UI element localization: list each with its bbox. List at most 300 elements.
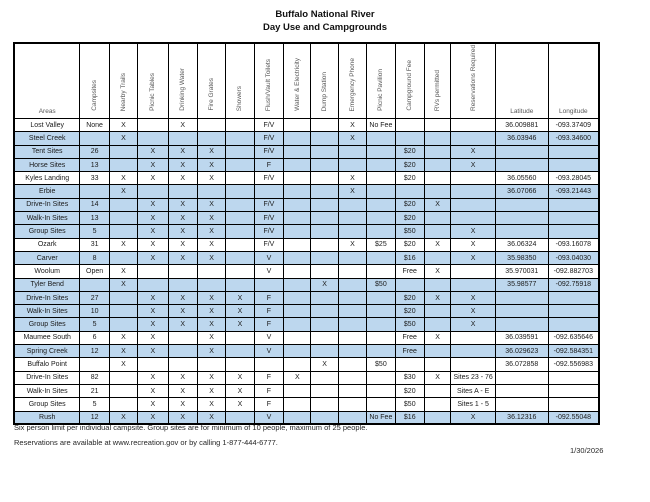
cell-emergency-phone (338, 358, 366, 371)
cell-campground-fee (395, 119, 424, 132)
cell-nearby-trails (109, 145, 137, 158)
cell-picnic-pavilion (367, 371, 395, 384)
cell-fire-grates: X (197, 371, 225, 384)
cell-nearby-trails (109, 371, 137, 384)
cell-reservations-required (451, 172, 496, 185)
cell-showers: X (226, 305, 254, 318)
cell-latitude: 36.009881 (495, 119, 548, 132)
cell-water-electricity (284, 238, 311, 251)
cell-latitude: 36.05560 (495, 172, 548, 185)
title-line-1: Buffalo National River (275, 9, 375, 20)
cell-picnic-tables (138, 265, 168, 278)
cell-showers (226, 345, 254, 358)
col-header-latitude (495, 43, 548, 119)
col-header-fire-grates-label: Fire Grates (208, 78, 216, 111)
cell-nearby-trails: X (109, 119, 137, 132)
cell-emergency-phone (338, 158, 366, 171)
cell-campsites: 14 (80, 198, 109, 211)
cell-emergency-phone (338, 145, 366, 158)
cell-campground-fee: $20 (395, 238, 424, 251)
cell-campsites (80, 132, 109, 145)
cell-campground-fee: Free (395, 331, 424, 344)
col-header-picnic-tables (138, 43, 168, 119)
cell-campsites: 21 (80, 384, 109, 397)
cell-longitude (548, 371, 599, 384)
cell-reservations-required: X (451, 251, 496, 264)
cell-water-electricity (284, 158, 311, 171)
table-row (14, 132, 599, 145)
table-row (14, 251, 599, 264)
col-header-campsites (80, 43, 109, 119)
cell-campground-fee: $20 (395, 198, 424, 211)
cell-picnic-tables (138, 278, 168, 291)
cell-emergency-phone (338, 198, 366, 211)
cell-campground-fee: Free (395, 265, 424, 278)
cell-drinking-water: X (168, 238, 197, 251)
cell-water-electricity (284, 225, 311, 238)
cell-fire-grates: X (197, 291, 225, 304)
cell-latitude (495, 305, 548, 318)
cell-latitude: 36.072858 (495, 358, 548, 371)
cell-rvs-permitted (424, 384, 450, 397)
cell-rvs-permitted (424, 345, 450, 358)
date-stamp: 1/30/2026 (570, 446, 604, 455)
area-cell: Woolum (14, 265, 80, 278)
area-cell: Ozark (14, 238, 80, 251)
cell-nearby-trails: X (109, 238, 137, 251)
cell-rvs-permitted: X (424, 291, 450, 304)
table-row (14, 238, 599, 251)
area-cell: Spring Creek (14, 345, 80, 358)
cell-rvs-permitted (424, 132, 450, 145)
cell-emergency-phone (338, 318, 366, 331)
area-cell-subsite: Drive-In Sites (14, 198, 80, 211)
col-header-showers (226, 43, 254, 119)
col-header-emergency-phone-label: Emergency Phone (348, 57, 356, 111)
cell-nearby-trails (109, 198, 137, 211)
cell-picnic-pavilion (367, 305, 395, 318)
area-cell-subsite: Group Sites (14, 225, 80, 238)
cell-reservations-required: X (451, 238, 496, 251)
cell-campground-fee: $16 (395, 251, 424, 264)
col-header-areas-label: Areas (38, 108, 56, 115)
cell-campground-fee: $50 (395, 318, 424, 331)
cell-reservations-required (451, 345, 496, 358)
cell-drinking-water: X (168, 318, 197, 331)
cell-drinking-water: X (168, 145, 197, 158)
cell-picnic-tables (138, 358, 168, 371)
cell-picnic-pavilion (367, 331, 395, 344)
footnote-line-2: Reservations are available at www.recreation.gov or by calling 1-877-444-6777. (14, 437, 278, 447)
cell-nearby-trails: X (109, 172, 137, 185)
cell-reservations-required: Sites A - E (451, 384, 496, 397)
cell-dump-station: X (311, 278, 338, 291)
cell-reservations-required: X (451, 158, 496, 171)
cell-flush-vault-toilets: F/V (254, 238, 283, 251)
footnotes (14, 421, 368, 450)
cell-longitude: -092.635646 (548, 331, 599, 344)
cell-longitude: -092.75918 (548, 278, 599, 291)
area-cell-subsite: Tent Sites (14, 145, 80, 158)
cell-fire-grates: X (197, 251, 225, 264)
cell-picnic-tables: X (138, 305, 168, 318)
cell-fire-grates: X (197, 158, 225, 171)
cell-rvs-permitted (424, 411, 450, 424)
cell-drinking-water: X (168, 172, 197, 185)
cell-fire-grates: X (197, 172, 225, 185)
cell-campsites: 82 (80, 371, 109, 384)
cell-fire-grates: X (197, 305, 225, 318)
cell-nearby-trails: X (109, 278, 137, 291)
cell-longitude: -092.584351 (548, 345, 599, 358)
table-row (14, 384, 599, 397)
cell-flush-vault-toilets: F (254, 318, 283, 331)
cell-showers (226, 158, 254, 171)
cell-rvs-permitted (424, 398, 450, 411)
cell-longitude: -092.55048 (548, 411, 599, 424)
cell-campground-fee (395, 278, 424, 291)
cell-campground-fee (395, 185, 424, 198)
area-cell-subsite: Drive-In Sites (14, 291, 80, 304)
cell-latitude (495, 398, 548, 411)
cell-dump-station (311, 398, 338, 411)
cell-fire-grates (197, 278, 225, 291)
cell-water-electricity (284, 212, 311, 225)
cell-drinking-water (168, 265, 197, 278)
cell-picnic-pavilion: $50 (367, 358, 395, 371)
cell-picnic-tables: X (138, 398, 168, 411)
cell-drinking-water (168, 278, 197, 291)
cell-drinking-water: X (168, 225, 197, 238)
area-cell: Carver (14, 251, 80, 264)
cell-fire-grates (197, 185, 225, 198)
cell-picnic-tables: X (138, 318, 168, 331)
col-header-reservations-required (451, 43, 496, 119)
cell-showers (226, 212, 254, 225)
cell-rvs-permitted (424, 158, 450, 171)
cell-rvs-permitted (424, 305, 450, 318)
cell-emergency-phone: X (338, 185, 366, 198)
col-header-drinking-water (168, 43, 197, 119)
cell-flush-vault-toilets: F/V (254, 119, 283, 132)
cell-emergency-phone (338, 305, 366, 318)
cell-rvs-permitted (424, 119, 450, 132)
cell-drinking-water (168, 358, 197, 371)
cell-nearby-trails (109, 384, 137, 397)
cell-dump-station (311, 225, 338, 238)
cell-longitude (548, 291, 599, 304)
cell-campsites: 8 (80, 251, 109, 264)
cell-fire-grates (197, 265, 225, 278)
cell-dump-station (311, 119, 338, 132)
cell-reservations-required (451, 358, 496, 371)
cell-longitude: -092.556983 (548, 358, 599, 371)
cell-dump-station (311, 185, 338, 198)
cell-campsites: 13 (80, 158, 109, 171)
col-header-flush-vault-toilets-label: Flush/Vault Toilets (265, 58, 273, 111)
cell-latitude (495, 384, 548, 397)
cell-dump-station (311, 212, 338, 225)
cell-picnic-tables (138, 132, 168, 145)
cell-flush-vault-toilets (254, 278, 283, 291)
cell-emergency-phone (338, 251, 366, 264)
cell-water-electricity (284, 398, 311, 411)
col-header-rvs-permitted (424, 43, 450, 119)
cell-showers (226, 251, 254, 264)
cell-rvs-permitted (424, 212, 450, 225)
cell-picnic-tables: X (138, 411, 168, 424)
cell-latitude (495, 212, 548, 225)
cell-reservations-required (451, 119, 496, 132)
col-header-picnic-pavilion (367, 43, 395, 119)
col-header-longitude-label: Longitude (559, 108, 588, 115)
cell-latitude: 35.98350 (495, 251, 548, 264)
cell-showers (226, 225, 254, 238)
table-row (14, 145, 599, 158)
title-line-2: Day Use and Campgrounds (262, 21, 388, 33)
cell-reservations-required: X (451, 291, 496, 304)
cell-water-electricity (284, 318, 311, 331)
area-cell: Tyler Bend (14, 278, 80, 291)
cell-rvs-permitted (424, 278, 450, 291)
area-cell-subsite: Drive-In Sites (14, 371, 80, 384)
cell-longitude (548, 225, 599, 238)
cell-showers (226, 238, 254, 251)
table-row (14, 305, 599, 318)
cell-rvs-permitted: X (424, 371, 450, 384)
cell-fire-grates: X (197, 384, 225, 397)
cell-fire-grates (197, 119, 225, 132)
cell-nearby-trails (109, 291, 137, 304)
cell-showers (226, 265, 254, 278)
cell-showers (226, 172, 254, 185)
cell-showers (226, 278, 254, 291)
cell-picnic-tables: X (138, 345, 168, 358)
cell-fire-grates: X (197, 198, 225, 211)
cell-longitude: -092.882703 (548, 265, 599, 278)
cell-flush-vault-toilets: F (254, 398, 283, 411)
cell-campsites: 12 (80, 345, 109, 358)
cell-latitude (495, 145, 548, 158)
cell-picnic-pavilion: $25 (367, 238, 395, 251)
cell-fire-grates: X (197, 331, 225, 344)
area-cell: Kyles Landing (14, 172, 80, 185)
cell-dump-station (311, 265, 338, 278)
cell-flush-vault-toilets (254, 358, 283, 371)
cell-campground-fee: $30 (395, 371, 424, 384)
cell-nearby-trails (109, 212, 137, 225)
cell-reservations-required: Sites 1 - 5 (451, 398, 496, 411)
area-cell-subsite: Walk-In Sites (14, 384, 80, 397)
col-header-flush-vault-toilets (254, 43, 283, 119)
cell-rvs-permitted (424, 172, 450, 185)
cell-nearby-trails: X (109, 185, 137, 198)
cell-campground-fee: $20 (395, 158, 424, 171)
cell-nearby-trails: X (109, 265, 137, 278)
cell-nearby-trails (109, 225, 137, 238)
cell-water-electricity (284, 198, 311, 211)
cell-showers (226, 331, 254, 344)
cell-longitude: -093.16078 (548, 238, 599, 251)
col-header-water-electricity (284, 43, 311, 119)
cell-water-electricity (284, 305, 311, 318)
cell-rvs-permitted: X (424, 331, 450, 344)
cell-flush-vault-toilets: F/V (254, 132, 283, 145)
cell-water-electricity: X (284, 371, 311, 384)
cell-flush-vault-toilets: F (254, 291, 283, 304)
cell-longitude (548, 398, 599, 411)
cell-fire-grates (197, 358, 225, 371)
cell-showers (226, 198, 254, 211)
cell-campsites: 13 (80, 212, 109, 225)
cell-picnic-tables: X (138, 384, 168, 397)
cell-campground-fee (395, 358, 424, 371)
cell-picnic-pavilion (367, 225, 395, 238)
cell-latitude (495, 198, 548, 211)
cell-flush-vault-toilets: F (254, 371, 283, 384)
cell-showers (226, 185, 254, 198)
cell-flush-vault-toilets: V (254, 345, 283, 358)
table-row (14, 265, 599, 278)
cell-picnic-tables: X (138, 198, 168, 211)
cell-longitude: -093.34600 (548, 132, 599, 145)
cell-picnic-tables: X (138, 371, 168, 384)
cell-fire-grates: X (197, 145, 225, 158)
cell-dump-station (311, 345, 338, 358)
cell-water-electricity (284, 265, 311, 278)
cell-picnic-pavilion (367, 172, 395, 185)
cell-flush-vault-toilets: F (254, 384, 283, 397)
col-header-areas (14, 43, 80, 119)
cell-water-electricity (284, 345, 311, 358)
cell-flush-vault-toilets: V (254, 411, 283, 424)
cell-picnic-pavilion (367, 251, 395, 264)
cell-dump-station (311, 158, 338, 171)
cell-campsites: 5 (80, 398, 109, 411)
cell-picnic-pavilion: $50 (367, 278, 395, 291)
cell-reservations-required (451, 331, 496, 344)
cell-fire-grates: X (197, 212, 225, 225)
cell-flush-vault-toilets: V (254, 331, 283, 344)
cell-picnic-pavilion (367, 185, 395, 198)
cell-rvs-permitted (424, 318, 450, 331)
cell-longitude: -093.21443 (548, 185, 599, 198)
cell-dump-station: X (311, 358, 338, 371)
cell-dump-station (311, 198, 338, 211)
cell-water-electricity (284, 384, 311, 397)
cell-campground-fee: $20 (395, 291, 424, 304)
cell-longitude (548, 145, 599, 158)
col-header-rvs-permitted-label: RVs permitted (434, 69, 442, 111)
cell-nearby-trails (109, 158, 137, 171)
header-row (14, 43, 599, 119)
col-header-fire-grates (197, 43, 225, 119)
area-cell-subsite: Walk-In Sites (14, 212, 80, 225)
cell-latitude: 36.06324 (495, 238, 548, 251)
cell-drinking-water (168, 185, 197, 198)
cell-reservations-required (451, 265, 496, 278)
col-header-longitude (548, 43, 599, 119)
cell-emergency-phone (338, 212, 366, 225)
cell-drinking-water: X (168, 305, 197, 318)
cell-reservations-required (451, 212, 496, 225)
area-cell: Steel Creek (14, 132, 80, 145)
table-row (14, 291, 599, 304)
area-cell: Rush (14, 411, 80, 424)
cell-flush-vault-toilets: F/V (254, 225, 283, 238)
cell-showers (226, 145, 254, 158)
cell-picnic-pavilion: No Fee (367, 119, 395, 132)
cell-dump-station (311, 384, 338, 397)
cell-campsites: Open (80, 265, 109, 278)
cell-latitude (495, 318, 548, 331)
cell-water-electricity (284, 119, 311, 132)
cell-nearby-trails: X (109, 411, 137, 424)
col-header-reservations-required-label: Reservations Required (469, 44, 477, 111)
cell-showers: X (226, 291, 254, 304)
cell-nearby-trails: X (109, 345, 137, 358)
table-row (14, 318, 599, 331)
area-cell: Lost Valley (14, 119, 80, 132)
cell-reservations-required: Sites 23 - 76 (451, 371, 496, 384)
cell-nearby-trails (109, 318, 137, 331)
cell-campsites: 6 (80, 331, 109, 344)
cell-latitude: 36.039591 (495, 331, 548, 344)
cell-picnic-tables: X (138, 172, 168, 185)
cell-showers: X (226, 371, 254, 384)
cell-campground-fee: $50 (395, 398, 424, 411)
area-cell-subsite: Walk-In Sites (14, 305, 80, 318)
cell-emergency-phone: X (338, 119, 366, 132)
cell-longitude (548, 198, 599, 211)
cell-campground-fee: $20 (395, 172, 424, 185)
col-header-picnic-tables-label: Picnic Tables (149, 73, 157, 111)
table-row (14, 212, 599, 225)
cell-picnic-tables (138, 119, 168, 132)
cell-nearby-trails (109, 305, 137, 318)
cell-picnic-tables (138, 185, 168, 198)
cell-drinking-water: X (168, 411, 197, 424)
cell-drinking-water: X (168, 119, 197, 132)
cell-campground-fee: $16 (395, 411, 424, 424)
cell-longitude (548, 384, 599, 397)
cell-water-electricity (284, 331, 311, 344)
cell-emergency-phone: X (338, 132, 366, 145)
cell-latitude (495, 291, 548, 304)
table-row (14, 345, 599, 358)
cell-reservations-required (451, 185, 496, 198)
cell-reservations-required: X (451, 145, 496, 158)
cell-campsites: 5 (80, 318, 109, 331)
cell-picnic-pavilion: No Fee (367, 411, 395, 424)
cell-emergency-phone (338, 331, 366, 344)
cell-dump-station (311, 305, 338, 318)
table-row (14, 198, 599, 211)
cell-emergency-phone: X (338, 238, 366, 251)
cell-reservations-required: X (451, 411, 496, 424)
cell-latitude: 35.970031 (495, 265, 548, 278)
cell-flush-vault-toilets: F/V (254, 198, 283, 211)
col-header-nearby-trails (109, 43, 137, 119)
cell-water-electricity (284, 172, 311, 185)
cell-campground-fee: $20 (395, 305, 424, 318)
cell-campsites: 27 (80, 291, 109, 304)
cell-campsites: 5 (80, 225, 109, 238)
cell-drinking-water: X (168, 371, 197, 384)
cell-flush-vault-toilets: F/V (254, 145, 283, 158)
cell-campground-fee: $20 (395, 384, 424, 397)
table-row (14, 358, 599, 371)
